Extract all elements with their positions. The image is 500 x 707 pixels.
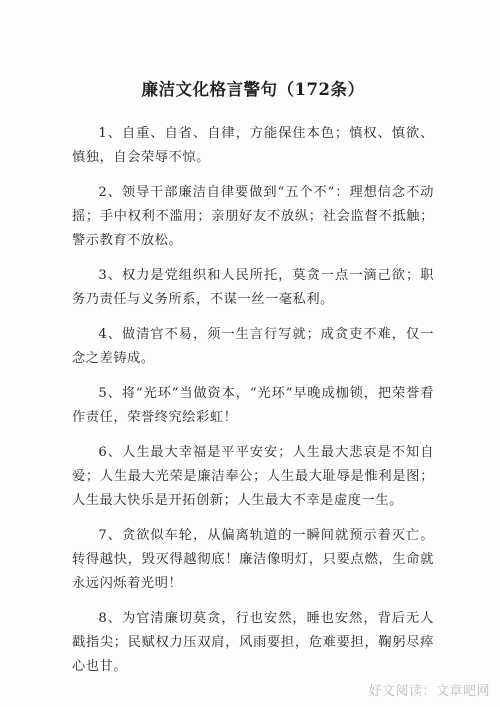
- paragraph-3: 3、权力是党组织和人民所托，莫贪一点一滴己欲；职务乃责任与义务所系，不谋一丝一毫私利。: [72, 268, 434, 307]
- paragraph-7: 7、贪欲似车轮，从偏离轨道的一瞬间就预示着灭亡。转得越快，毁灭得越彻底！廉洁像明灯，只要点燃，生命就永远闪烁着光明！: [72, 528, 434, 591]
- paragraph-1: 1、自重、自省、自律，方能保住本色；慎权、慎欲、慎独，自会荣辱不惊。: [72, 126, 434, 165]
- paragraph-4: 4、做清官不易，须一生言行写就；成贪吏不难，仅一念之差铸成。: [72, 327, 434, 366]
- paragraph-2: 2、领导干部廉洁自律要做到“五个不”：理想信念不动摇；手中权利不滥用；亲朋好友不放纵；社会监督不抵触；警示教育不放松。: [72, 185, 434, 248]
- document-title: 廉洁文化格言警句（172条）: [141, 80, 365, 99]
- paragraph-5: 5、将“光环”当做资本，“光环”早晚成枷锁，把荣誉看作责任，荣誉终究绘彩虹！: [72, 386, 434, 425]
- paragraph-6: 6、人生最大幸福是平平安安；人生最大悲哀是不知自爱；人生最大光荣是廉洁奉公；人生最大耻辱是惟利是图；人生最大快乐是开拓创新；人生最大不幸是虚度一生。: [72, 445, 434, 508]
- paragraph-8: 8、为官清廉切莫贪，行也安然，睡也安然，背后无人戳指尖；民赋权力压双肩，风雨要担，危难要担，鞠躬尽瘁心也甘。: [72, 611, 434, 674]
- site-watermark: 好文阅读：文章吧网: [368, 684, 490, 699]
